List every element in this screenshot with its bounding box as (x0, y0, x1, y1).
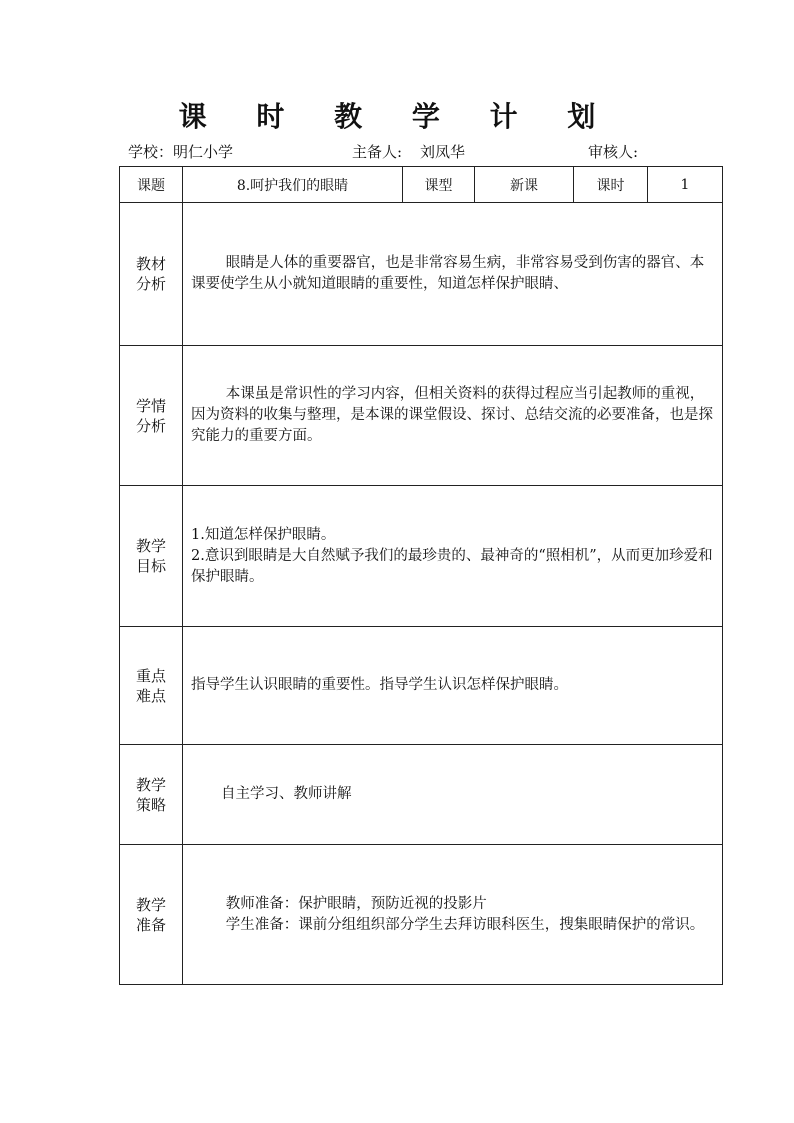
row-content (183, 745, 723, 845)
topic-label: 课题 (120, 167, 183, 203)
period-label: 课时 (574, 167, 648, 203)
content-line: 本课虽是常识性的学习内容，但相关资料的获得过程应当引起教师的重视，因为资料的收集与整理，是本课的课堂假设、探讨、总结交流的必要准备，也是探究能力的重要方面。 (191, 386, 713, 444)
row-label: 教材 分析 (120, 203, 183, 346)
row-content (183, 203, 723, 346)
content-line: 教师准备：保护眼睛，预防近视的投影片 (225, 895, 487, 912)
preparer-label: 主备人: (352, 143, 403, 161)
row-label: 教学 准备 (120, 845, 183, 985)
content-line: 指导学生认识眼睛的重要性。指导学生认识怎样保护眼睛。 (191, 677, 568, 693)
row-label: 学情 分析 (120, 346, 183, 486)
row-content (183, 346, 723, 486)
table-row (120, 346, 723, 486)
type-label: 课型 (403, 167, 475, 203)
type-value: 新课 (475, 167, 574, 203)
content-line: 学生准备：课前分组组织部分学生去拜访眼科医生，搜集眼睛保护的常识。 (225, 916, 705, 933)
row-content (183, 845, 723, 985)
content-line: 自主学习、教师讲解 (221, 786, 352, 802)
table-row (120, 745, 723, 845)
content-line: 眼睛是人体的重要器官，也是非常容易生病，非常容易受到伤害的器官、本课要使学生从小就知道眼睛的重要性，知道怎样保护眼睛、 (191, 255, 705, 292)
row-content (183, 486, 723, 627)
row-label: 教学 目标 (120, 486, 183, 627)
content-line: 1.知道怎样保护眼睛。 (191, 526, 336, 543)
preparer-name: 刘凤华 (420, 143, 466, 161)
row-content (183, 627, 723, 745)
row-label: 重点 难点 (120, 627, 183, 745)
table-row (120, 627, 723, 745)
table-row (120, 486, 723, 627)
table-row (120, 203, 723, 346)
table-row (120, 845, 723, 985)
period-value: 1 (648, 167, 723, 203)
reviewer-label: 审核人: (588, 143, 639, 161)
row-label: 教学 策略 (120, 745, 183, 845)
school-label: 学校：明仁小学 (128, 143, 234, 161)
content-line: 2.意识到眼睛是大自然赋予我们的最珍贵的、最神奇的“照相机”，从而更加珍爱和保护眼睛。 (191, 547, 713, 585)
topic-value: 8.呵护我们的眼睛 (183, 167, 403, 203)
lesson-plan-table (119, 166, 723, 985)
page-title: 课 时 教 学 计 划 (178, 100, 616, 133)
header-row (120, 167, 723, 203)
